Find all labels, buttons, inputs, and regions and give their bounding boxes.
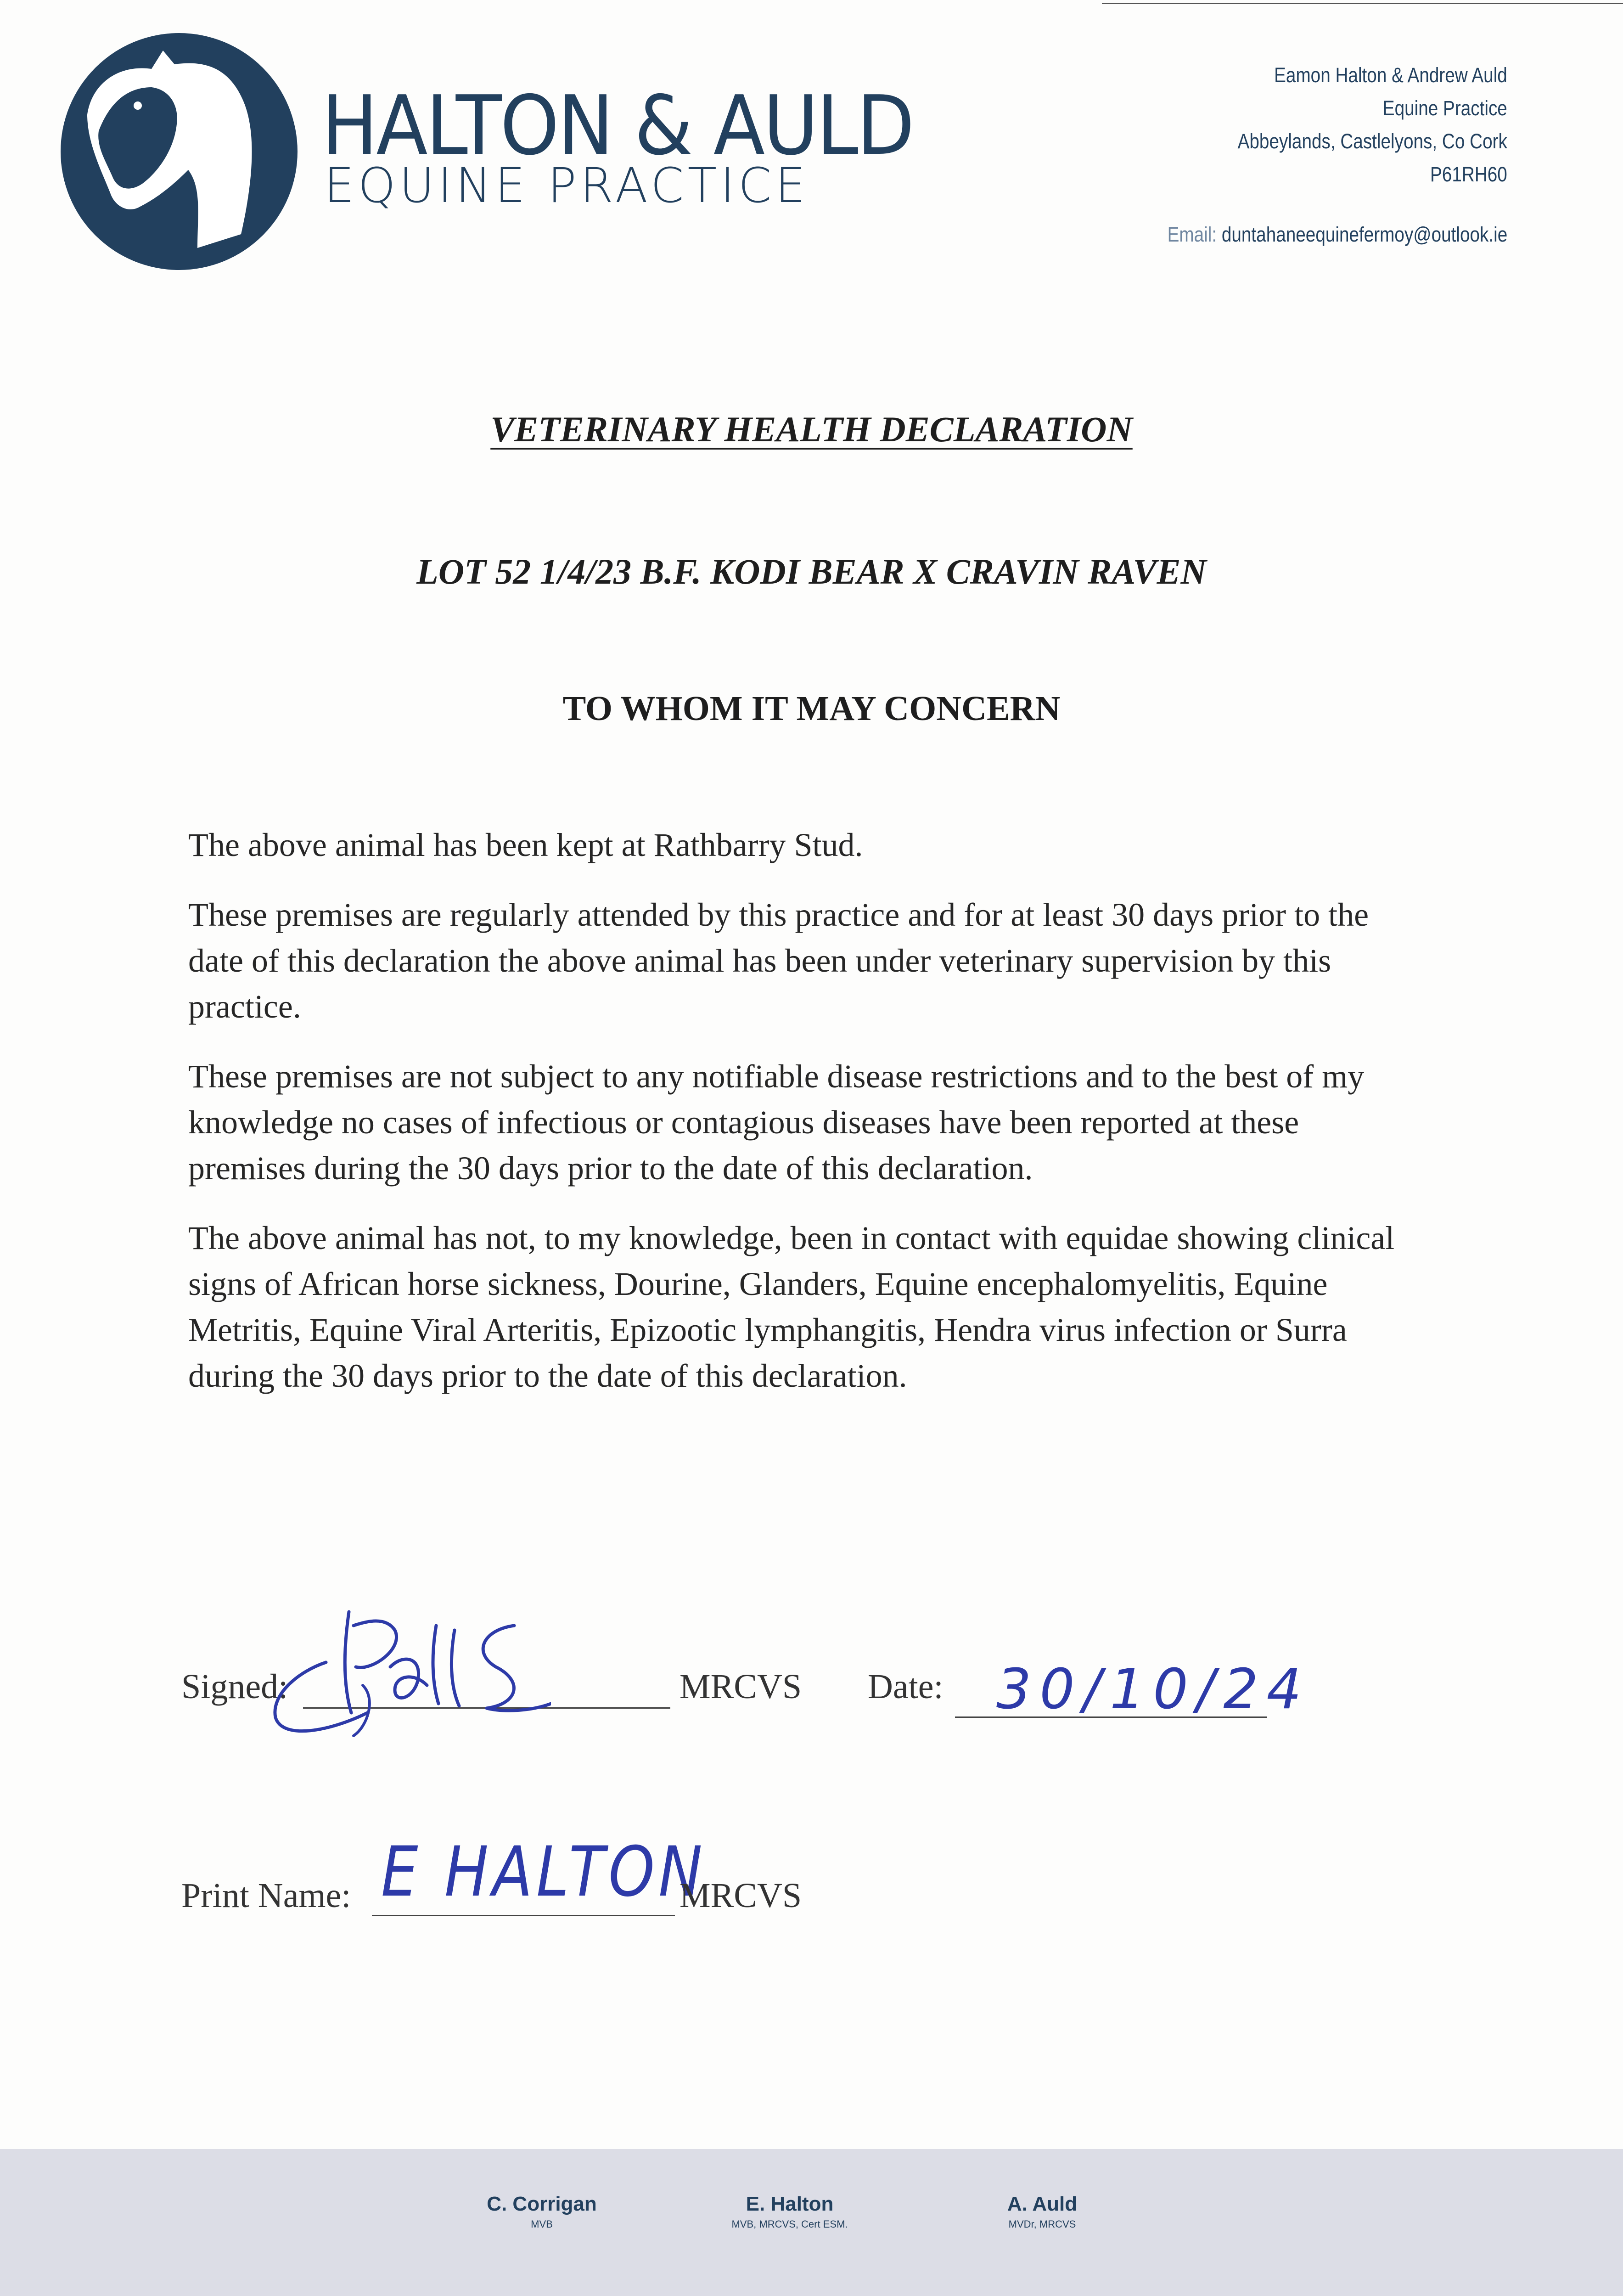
partner-halton	[707, 2193, 872, 2230]
print-name-suffix: MRCVS	[680, 1876, 802, 1915]
practice-email	[1167, 223, 1507, 247]
paragraph: These premises are regularly attended by this practice and for at least 30 days prior to the date of this declaration the above animal has been under veterinary supervision by this practice.	[188, 896, 1369, 1025]
signed-suffix: MRCVS	[680, 1667, 802, 1706]
document-title: VETERINARY HEALTH DECLARATION	[490, 409, 1133, 449]
salutation: TO WHOM IT MAY CONCERN	[562, 689, 1061, 728]
handwritten-print-name: E HALTON	[381, 1832, 707, 1912]
partner-corrigan	[459, 2193, 624, 2230]
handwritten-signature	[257, 1598, 551, 1750]
horse-head-logo-icon	[60, 32, 298, 271]
signed-label: Signed:	[181, 1667, 288, 1706]
paragraph: The above animal has not, to my knowledge, been in contact with equidae showing clinical signs of African horse sickness, Dourine, Glanders, Equine encephalomyelitis, Equine Metritis, Equine Viral Arteritis, Epizootic lymphangitis, Hendra virus infection or Surra during the 30 days prior to the date of this declaration.	[188, 1220, 1395, 1394]
partner-auld	[960, 2193, 1125, 2230]
print-name-label: Print Name:	[181, 1876, 351, 1915]
declaration-body	[188, 822, 1400, 1423]
print-name-line	[372, 1915, 675, 1916]
partner-name: E. Halton	[746, 2193, 834, 2215]
address-line: P61RH60	[1430, 163, 1507, 186]
paragraph: The above animal has been kept at Rathbarry Stud.	[188, 827, 863, 863]
partner-name: A. Auld	[1007, 2193, 1078, 2215]
address-line: Abbeylands, Castlelyons, Co Cork	[1237, 129, 1507, 153]
handwritten-date: 30/10/24	[996, 1658, 1310, 1722]
address-line: Eamon Halton & Andrew Auld	[1274, 63, 1507, 87]
brand-subtitle: EQUINE PRACTICE	[324, 158, 809, 214]
partner-qualifications: MVB	[531, 2218, 553, 2230]
practice-address	[1238, 59, 1507, 191]
partner-qualifications: MVB, MRCVS, Cert ESM.	[731, 2218, 848, 2230]
footer-band	[0, 2149, 1623, 2296]
email-address[interactable]: duntahaneequinefermoy@outlook.ie	[1221, 223, 1507, 246]
partner-qualifications: MVDr, MRCVS	[1008, 2218, 1076, 2230]
email-label: Email:	[1167, 223, 1217, 246]
top-border-rule	[1102, 3, 1623, 4]
address-line: Equine Practice	[1382, 96, 1507, 120]
brand-name: HALTON & AULD	[321, 78, 913, 173]
paragraph: These premises are not subject to any notifiable disease restrictions and to the best of my knowledge no cases of infectious or contagious diseases have been reported at these premises during the 30 days prior to the date of this declaration.	[188, 1058, 1365, 1187]
lot-line: LOT 52 1/4/23 B.F. KODI BEAR X CRAVIN RAVEN	[416, 551, 1207, 591]
partner-name: C. Corrigan	[487, 2193, 597, 2215]
date-label: Date:	[868, 1667, 943, 1706]
